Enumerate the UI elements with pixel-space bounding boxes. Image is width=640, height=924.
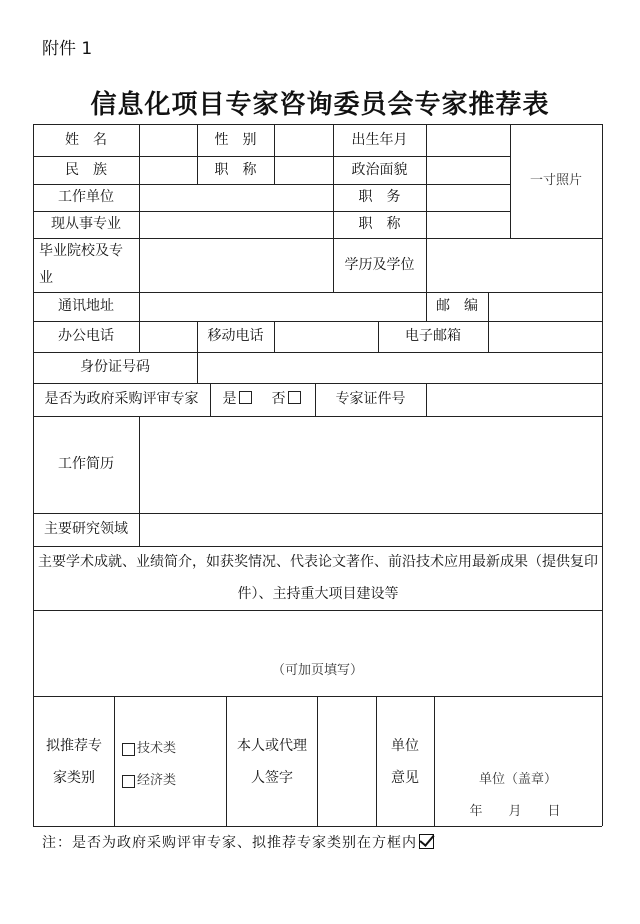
option-yes[interactable]: 是	[223, 386, 254, 413]
label-achievements: 主要学术成就、业绩简介，如获奖情况、代表论文著作、前沿技术应用最新成果（提供复印件）、主持重大项目建设等	[38, 554, 598, 602]
label-unit-opinion: 单位意见	[391, 738, 419, 786]
tech-checkbox[interactable]	[122, 743, 135, 756]
label-is-expert: 是否为政府采购评审专家	[44, 391, 199, 408]
grid-line	[139, 292, 140, 321]
grid-line	[139, 416, 140, 546]
label-photo: 一寸照片	[529, 172, 582, 188]
grid-line	[139, 184, 140, 238]
econ-checkbox[interactable]	[122, 775, 135, 788]
grid-line	[114, 696, 115, 826]
label-work-unit: 工作单位	[58, 189, 114, 206]
option-no[interactable]: 否	[272, 386, 303, 413]
label-position: 职 务	[358, 189, 401, 206]
label-research: 主要研究领域	[44, 521, 128, 538]
label-email: 电子邮箱	[405, 328, 461, 345]
grid-line	[139, 321, 140, 352]
label-date: 年 月 日	[469, 803, 561, 819]
label-resume: 工作简历	[58, 456, 114, 473]
form-title: 信息化项目专家咨询委员会专家推荐表	[90, 90, 550, 120]
label-seal: 单位（盖章）	[478, 771, 557, 787]
grid-line	[33, 826, 602, 827]
grid-line	[602, 124, 603, 826]
grid-line	[226, 696, 227, 826]
label-name: 姓 名	[65, 131, 107, 148]
grid-line	[376, 696, 377, 826]
label-ethnicity: 民 族	[65, 161, 107, 178]
no-checkbox[interactable]	[288, 391, 301, 404]
label-title-2: 职 称	[358, 216, 401, 233]
grid-line	[274, 321, 275, 352]
attachment-label: 附件 1	[42, 39, 93, 59]
grid-line	[139, 124, 140, 184]
label-politics: 政治面貌	[351, 161, 408, 178]
label-category: 拟推荐专家类别	[46, 738, 102, 786]
label-extra-pages: （可加页填写）	[271, 662, 363, 678]
option-tech[interactable]: 技术类	[120, 734, 226, 764]
grid-line	[139, 238, 140, 292]
label-title: 职 称	[214, 161, 257, 178]
grid-line	[488, 292, 489, 321]
footnote: 注：是否为政府采购评审专家、拟推荐专家类别在方框内	[42, 832, 434, 852]
label-signature: 本人或代理人签字	[237, 738, 307, 786]
check-mark-icon	[419, 834, 434, 849]
yes-checkbox[interactable]	[239, 391, 252, 404]
grid-line	[274, 124, 275, 184]
grid-line	[197, 352, 198, 383]
label-address: 通讯地址	[58, 298, 114, 315]
label-birth: 出生年月	[351, 131, 408, 148]
label-major: 现从事专业	[51, 216, 121, 233]
expert-options	[210, 383, 315, 416]
grid-line	[426, 383, 427, 416]
grid-line	[317, 696, 318, 826]
label-degree: 学历及学位	[344, 256, 415, 273]
grid-line	[426, 124, 427, 238]
label-cert-no: 专家证件号	[335, 391, 406, 408]
label-mobile: 移动电话	[207, 328, 264, 345]
label-office-phone: 办公电话	[58, 328, 114, 345]
label-id-number: 身份证号码	[80, 359, 150, 376]
label-gender: 性 别	[214, 131, 257, 148]
label-school: 毕业院校及专业	[39, 243, 123, 286]
grid-line	[426, 238, 427, 292]
option-econ[interactable]: 经济类	[120, 766, 226, 796]
label-postcode: 邮 编	[436, 298, 478, 315]
grid-line	[33, 610, 602, 611]
grid-line	[434, 696, 435, 826]
grid-line	[488, 321, 489, 352]
